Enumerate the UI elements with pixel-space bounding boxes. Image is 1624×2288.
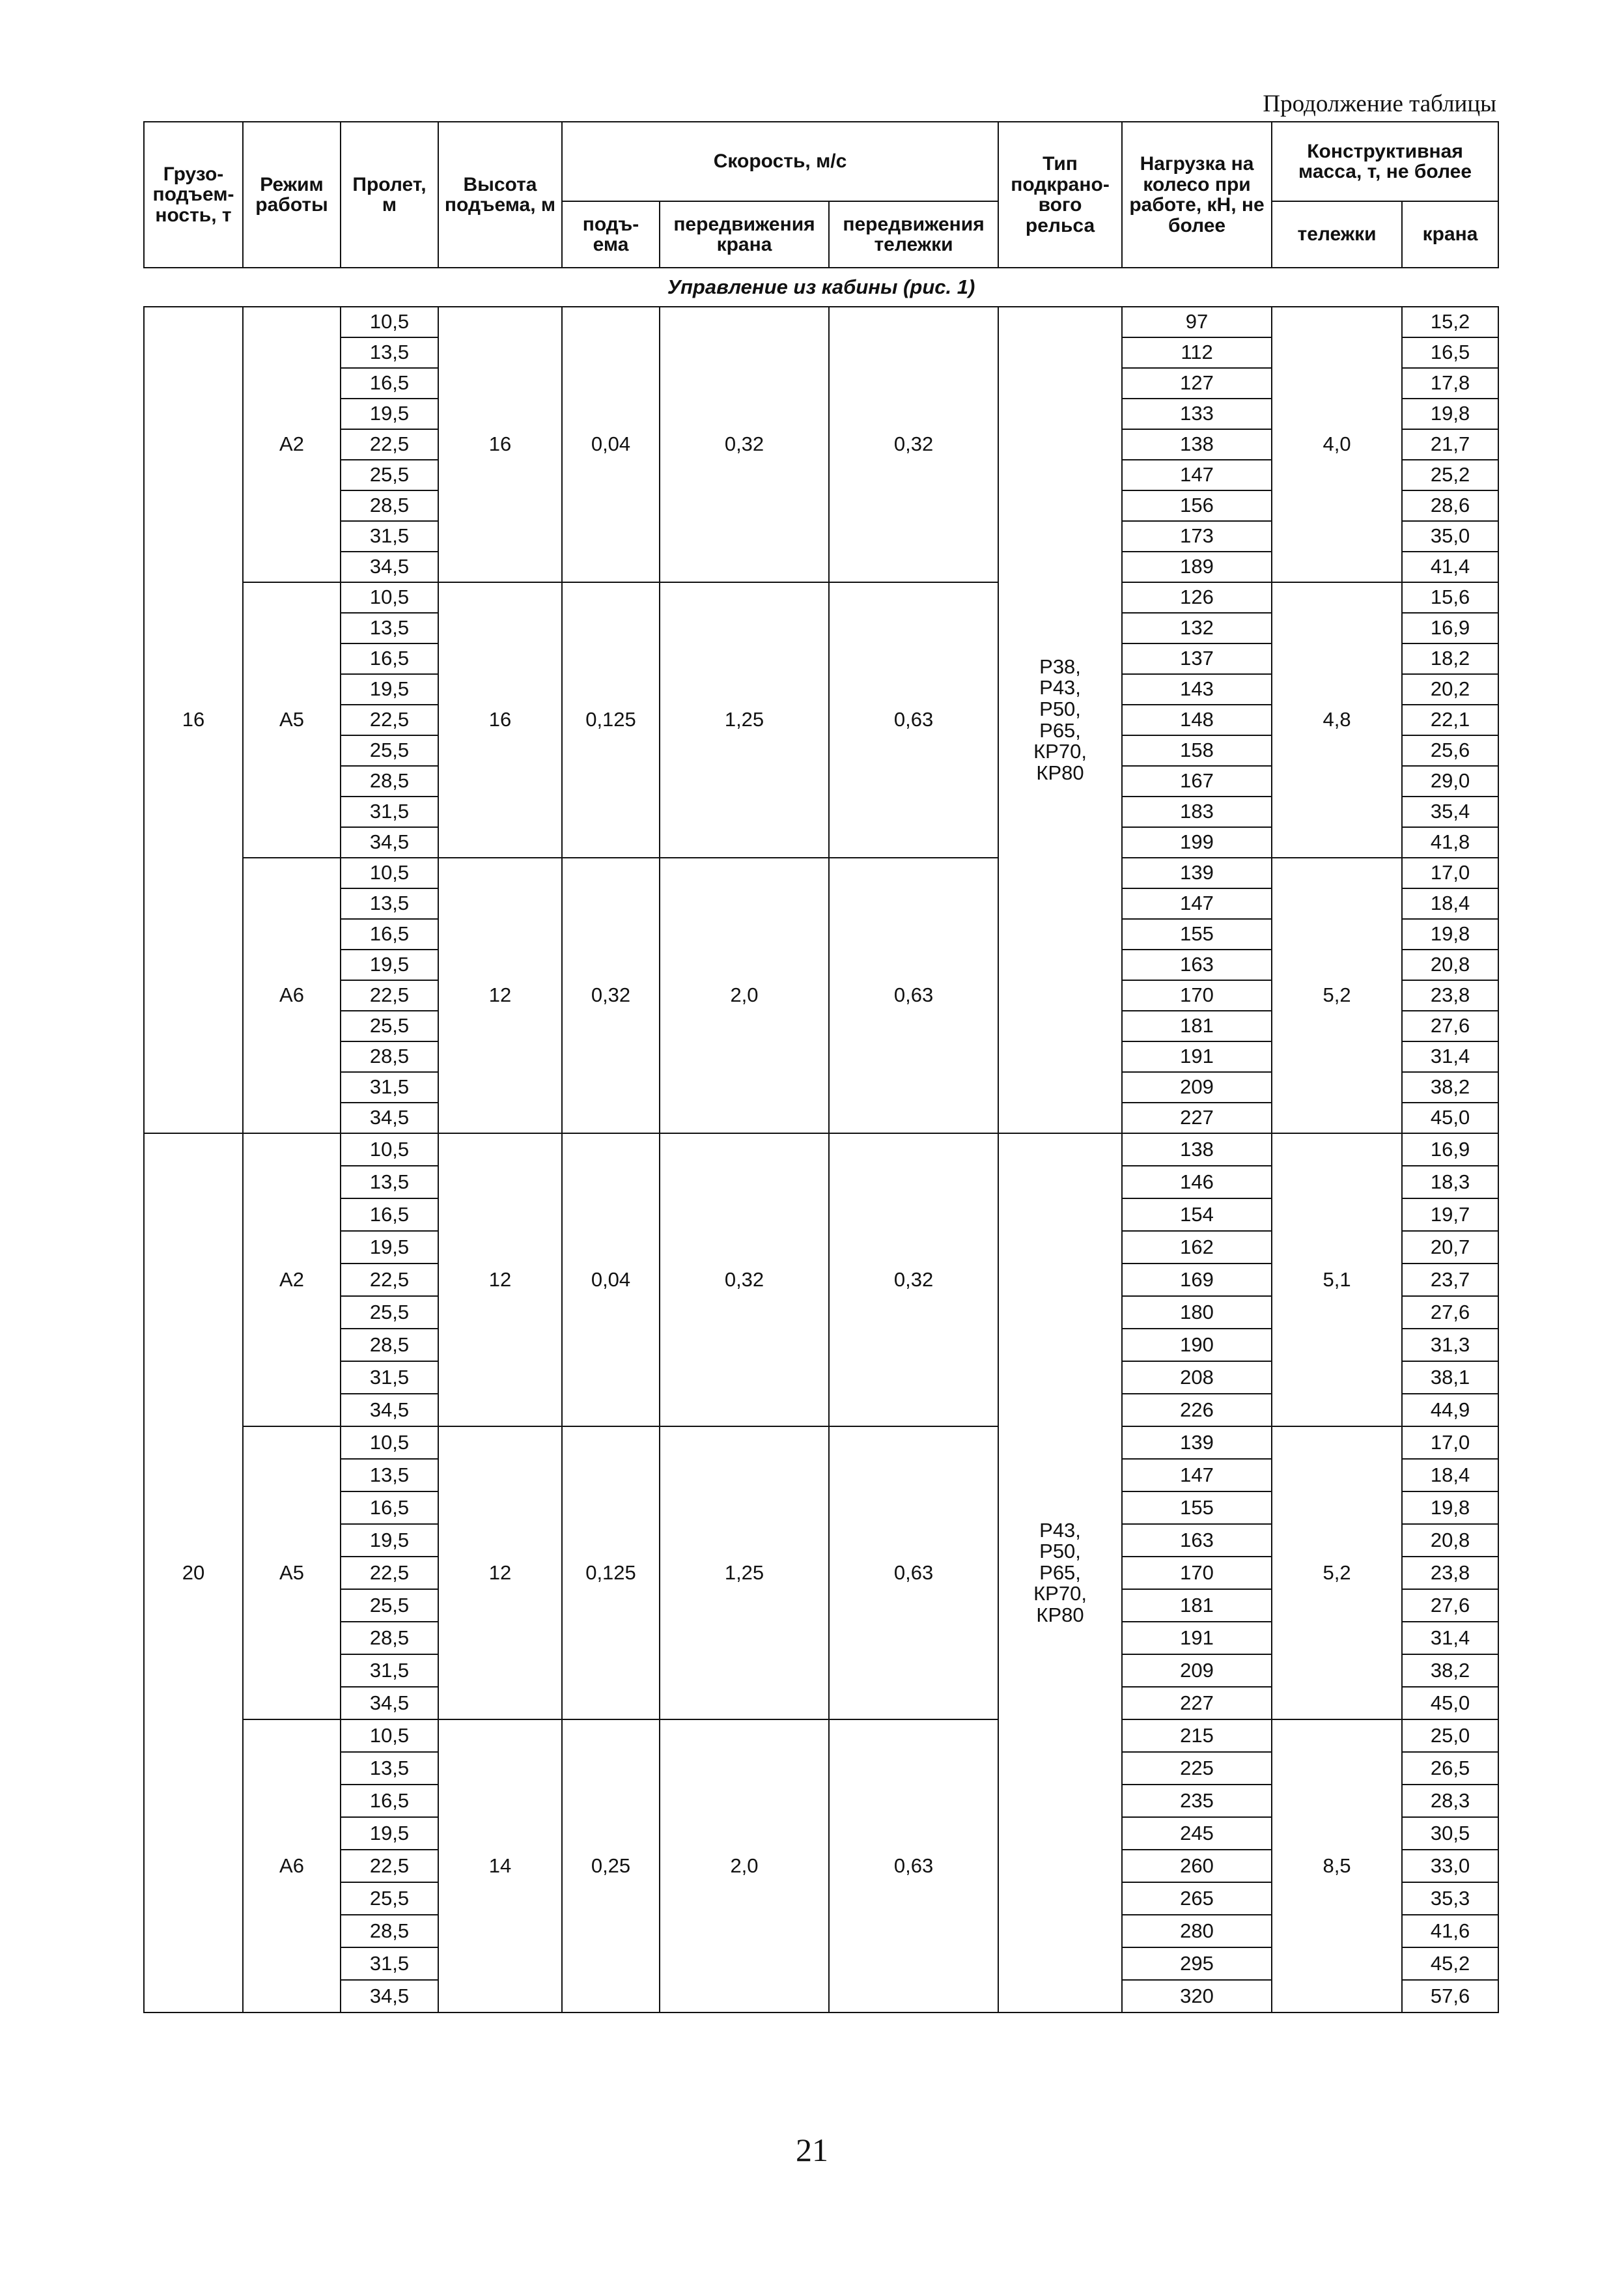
cell-mass-crane: 25,0 [1402, 1719, 1498, 1752]
cell-load: 169 [1122, 1264, 1272, 1296]
cell-span: 25,5 [341, 1011, 438, 1041]
cell-span: 22,5 [341, 705, 438, 735]
cell-mass-crane: 22,1 [1402, 705, 1498, 735]
cell-mass-crane: 45,0 [1402, 1687, 1498, 1719]
cell-mass-crane: 27,6 [1402, 1296, 1498, 1329]
cell-mass-crane: 28,3 [1402, 1785, 1498, 1817]
cell-span: 19,5 [341, 674, 438, 705]
cell-mass-crane: 33,0 [1402, 1850, 1498, 1882]
cell-mass-trolley: 4,0 [1272, 307, 1402, 582]
cell-speed-trolley: 0,32 [829, 307, 998, 582]
cell-mass-crane: 21,7 [1402, 429, 1498, 460]
header-speed-trolley: передвижения тележки [829, 201, 998, 268]
cell-mass-crane: 27,6 [1402, 1589, 1498, 1622]
cell-mode: А5 [243, 582, 341, 858]
cell-load: 173 [1122, 521, 1272, 552]
cell-load: 189 [1122, 552, 1272, 582]
cell-mass-crane: 31,4 [1402, 1622, 1498, 1654]
cell-mass-crane: 19,8 [1402, 399, 1498, 429]
cell-span: 19,5 [341, 1231, 438, 1264]
cell-load: 199 [1122, 827, 1272, 858]
cell-mass-crane: 28,6 [1402, 490, 1498, 521]
cell-mass-crane: 30,5 [1402, 1817, 1498, 1850]
table-row [144, 1426, 1498, 1459]
cell-load: 148 [1122, 705, 1272, 735]
cell-mass-trolley: 4,8 [1272, 582, 1402, 858]
table-row [144, 307, 1498, 337]
cell-span: 22,5 [341, 429, 438, 460]
cell-height: 12 [438, 1426, 562, 1719]
cell-mass-crane: 16,9 [1402, 613, 1498, 643]
cell-span: 28,5 [341, 1329, 438, 1361]
cell-mass-crane: 18,3 [1402, 1166, 1498, 1198]
cell-mass-crane: 45,0 [1402, 1103, 1498, 1133]
cell-mass-crane: 16,9 [1402, 1133, 1498, 1166]
cell-mass-crane: 26,5 [1402, 1752, 1498, 1785]
cell-speed-trolley: 0,63 [829, 1426, 998, 1719]
cell-load: 139 [1122, 858, 1272, 888]
cell-capacity: 16 [144, 307, 243, 1133]
cell-mass-crane: 16,5 [1402, 337, 1498, 368]
cell-span: 19,5 [341, 399, 438, 429]
header-capacity: Грузо-подъем-ность, т [144, 122, 243, 268]
cell-span: 25,5 [341, 1882, 438, 1915]
cell-load: 183 [1122, 797, 1272, 827]
cell-span: 34,5 [341, 1980, 438, 2013]
cell-mass-crane: 31,3 [1402, 1329, 1498, 1361]
cell-speed-trolley: 0,63 [829, 858, 998, 1133]
cell-mass-crane: 41,8 [1402, 827, 1498, 858]
cell-span: 22,5 [341, 1557, 438, 1589]
cell-mass-crane: 23,7 [1402, 1264, 1498, 1296]
cell-load: 137 [1122, 643, 1272, 674]
header-speed: Скорость, м/с [562, 122, 998, 201]
cell-speed-trolley: 0,63 [829, 582, 998, 858]
table-row [144, 858, 1498, 888]
header-mass-trolley: тележки [1272, 201, 1402, 268]
cell-span: 13,5 [341, 888, 438, 919]
cell-load: 209 [1122, 1654, 1272, 1687]
cell-speed-trolley: 0,63 [829, 1719, 998, 2013]
cell-height: 16 [438, 307, 562, 582]
cell-span: 28,5 [341, 1622, 438, 1654]
cell-mass-crane: 38,2 [1402, 1654, 1498, 1687]
cell-load: 295 [1122, 1947, 1272, 1980]
cell-load: 227 [1122, 1103, 1272, 1133]
cell-mass-crane: 20,8 [1402, 950, 1498, 980]
cell-speed-lift: 0,125 [562, 1426, 660, 1719]
cell-height: 16 [438, 582, 562, 858]
cell-load: 215 [1122, 1719, 1272, 1752]
cell-mass-crane: 41,4 [1402, 552, 1498, 582]
cell-load: 154 [1122, 1198, 1272, 1231]
cell-mass-crane: 27,6 [1402, 1011, 1498, 1041]
cell-span: 22,5 [341, 980, 438, 1011]
cell-span: 10,5 [341, 1719, 438, 1752]
cell-mode: А6 [243, 1719, 341, 2013]
cell-load: 138 [1122, 429, 1272, 460]
cell-mass-crane: 20,7 [1402, 1231, 1498, 1264]
cell-span: 25,5 [341, 735, 438, 766]
cell-mass-crane: 17,0 [1402, 858, 1498, 888]
cell-speed-crane: 1,25 [660, 1426, 829, 1719]
cell-mass-trolley: 5,1 [1272, 1133, 1402, 1426]
cell-span: 34,5 [341, 827, 438, 858]
cell-load: 167 [1122, 766, 1272, 797]
cell-span: 28,5 [341, 766, 438, 797]
cell-mode: А2 [243, 1133, 341, 1426]
cell-speed-lift: 0,32 [562, 858, 660, 1133]
header-mass-crane: крана [1402, 201, 1498, 268]
cell-mass-crane: 15,2 [1402, 307, 1498, 337]
cell-speed-lift: 0,04 [562, 307, 660, 582]
cell-span: 16,5 [341, 919, 438, 950]
cell-span: 13,5 [341, 1752, 438, 1785]
section-title: Управление из кабины (рис. 1) [144, 268, 1498, 307]
cell-span: 28,5 [341, 1041, 438, 1072]
cell-speed-lift: 0,125 [562, 582, 660, 858]
cell-mass-trolley: 5,2 [1272, 1426, 1402, 1719]
cell-mass-crane: 15,6 [1402, 582, 1498, 613]
cell-span: 19,5 [341, 1524, 438, 1557]
cell-mass-crane: 25,2 [1402, 460, 1498, 490]
cell-span: 16,5 [341, 643, 438, 674]
table-row [144, 1133, 1498, 1166]
table-row [144, 1719, 1498, 1752]
cell-mass-crane: 35,3 [1402, 1882, 1498, 1915]
cell-mass-crane: 19,8 [1402, 1491, 1498, 1524]
header-span: Пролет, м [341, 122, 438, 268]
cell-span: 28,5 [341, 490, 438, 521]
cell-mass-crane: 23,8 [1402, 1557, 1498, 1589]
continuation-label: Продолжение таблицы [1263, 91, 1496, 117]
cell-span: 13,5 [341, 1459, 438, 1491]
cell-span: 16,5 [341, 1198, 438, 1231]
cell-mass-crane: 18,2 [1402, 643, 1498, 674]
cell-span: 16,5 [341, 1491, 438, 1524]
cell-load: 235 [1122, 1785, 1272, 1817]
header-speed-crane: передвижения крана [660, 201, 829, 268]
cell-span: 19,5 [341, 950, 438, 980]
cell-load: 320 [1122, 1980, 1272, 2013]
cell-capacity: 20 [144, 1133, 243, 2013]
header-speed-lift: подъ-ема [562, 201, 660, 268]
cell-rail: Р38, Р43, Р50, Р65, КР70, КР80 [998, 307, 1122, 1133]
cell-span: 25,5 [341, 1296, 438, 1329]
cell-span: 19,5 [341, 1817, 438, 1850]
crane-spec-table [143, 121, 1499, 2013]
cell-load: 163 [1122, 1524, 1272, 1557]
cell-load: 146 [1122, 1166, 1272, 1198]
cell-load: 225 [1122, 1752, 1272, 1785]
cell-rail: Р43, Р50, Р65, КР70, КР80 [998, 1133, 1122, 2013]
cell-mass-crane: 20,8 [1402, 1524, 1498, 1557]
cell-span: 10,5 [341, 307, 438, 337]
cell-mass-crane: 17,8 [1402, 368, 1498, 399]
cell-speed-crane: 2,0 [660, 1719, 829, 2013]
cell-load: 227 [1122, 1687, 1272, 1719]
cell-speed-crane: 1,25 [660, 582, 829, 858]
cell-mode: А5 [243, 1426, 341, 1719]
cell-mass-crane: 38,1 [1402, 1361, 1498, 1394]
header-load: Нагрузка на колесо при работе, кН, не более [1122, 122, 1272, 268]
cell-load: 170 [1122, 1557, 1272, 1589]
cell-mass-crane: 38,2 [1402, 1072, 1498, 1103]
cell-span: 22,5 [341, 1264, 438, 1296]
cell-span: 31,5 [341, 797, 438, 827]
cell-span: 25,5 [341, 460, 438, 490]
cell-mass-crane: 19,7 [1402, 1198, 1498, 1231]
cell-load: 132 [1122, 613, 1272, 643]
cell-span: 31,5 [341, 521, 438, 552]
cell-mass-crane: 44,9 [1402, 1394, 1498, 1426]
cell-span: 28,5 [341, 1915, 438, 1947]
cell-span: 13,5 [341, 613, 438, 643]
cell-load: 147 [1122, 1459, 1272, 1491]
cell-load: 208 [1122, 1361, 1272, 1394]
cell-span: 31,5 [341, 1361, 438, 1394]
cell-span: 34,5 [341, 1687, 438, 1719]
cell-load: 226 [1122, 1394, 1272, 1426]
table-body [144, 268, 1498, 2013]
cell-load: 156 [1122, 490, 1272, 521]
cell-height: 14 [438, 1719, 562, 2013]
cell-load: 112 [1122, 337, 1272, 368]
cell-span: 31,5 [341, 1072, 438, 1103]
cell-mass-crane: 35,4 [1402, 797, 1498, 827]
cell-load: 181 [1122, 1011, 1272, 1041]
cell-load: 180 [1122, 1296, 1272, 1329]
cell-mass-crane: 20,2 [1402, 674, 1498, 705]
header-mass: Конструктивная масса, т, не более [1272, 122, 1498, 201]
cell-load: 162 [1122, 1231, 1272, 1264]
header-rail: Тип подкрано-вого рельса [998, 122, 1122, 268]
cell-speed-crane: 0,32 [660, 307, 829, 582]
cell-speed-crane: 2,0 [660, 858, 829, 1133]
cell-mass-crane: 35,0 [1402, 521, 1498, 552]
cell-load: 260 [1122, 1850, 1272, 1882]
cell-height: 12 [438, 1133, 562, 1426]
cell-load: 191 [1122, 1041, 1272, 1072]
cell-speed-trolley: 0,32 [829, 1133, 998, 1426]
cell-mass-trolley: 5,2 [1272, 858, 1402, 1133]
cell-span: 34,5 [341, 1103, 438, 1133]
cell-load: 127 [1122, 368, 1272, 399]
cell-span: 25,5 [341, 1589, 438, 1622]
cell-load: 265 [1122, 1882, 1272, 1915]
cell-mass-crane: 19,8 [1402, 919, 1498, 950]
cell-load: 139 [1122, 1426, 1272, 1459]
header-mode: Режим работы [243, 122, 341, 268]
cell-load: 133 [1122, 399, 1272, 429]
cell-mass-crane: 25,6 [1402, 735, 1498, 766]
cell-mass-crane: 23,8 [1402, 980, 1498, 1011]
cell-height: 12 [438, 858, 562, 1133]
cell-mode: А2 [243, 307, 341, 582]
cell-span: 22,5 [341, 1850, 438, 1882]
cell-span: 10,5 [341, 1426, 438, 1459]
cell-mass-crane: 31,4 [1402, 1041, 1498, 1072]
cell-mass-crane: 29,0 [1402, 766, 1498, 797]
cell-mass-crane: 45,2 [1402, 1947, 1498, 1980]
cell-load: 163 [1122, 950, 1272, 980]
cell-mass-crane: 18,4 [1402, 1459, 1498, 1491]
cell-span: 34,5 [341, 552, 438, 582]
cell-load: 191 [1122, 1622, 1272, 1654]
cell-load: 147 [1122, 888, 1272, 919]
cell-span: 13,5 [341, 337, 438, 368]
cell-span: 31,5 [341, 1947, 438, 1980]
cell-span: 13,5 [341, 1166, 438, 1198]
cell-span: 34,5 [341, 1394, 438, 1426]
cell-load: 158 [1122, 735, 1272, 766]
cell-span: 10,5 [341, 1133, 438, 1166]
cell-mass-trolley: 8,5 [1272, 1719, 1402, 2013]
cell-span: 16,5 [341, 1785, 438, 1817]
cell-span: 10,5 [341, 858, 438, 888]
cell-mass-crane: 57,6 [1402, 1980, 1498, 2013]
cell-speed-crane: 0,32 [660, 1133, 829, 1426]
cell-speed-lift: 0,25 [562, 1719, 660, 2013]
cell-mass-crane: 41,6 [1402, 1915, 1498, 1947]
cell-mass-crane: 17,0 [1402, 1426, 1498, 1459]
table-row [144, 582, 1498, 613]
cell-load: 138 [1122, 1133, 1272, 1166]
cell-load: 280 [1122, 1915, 1272, 1947]
cell-load: 209 [1122, 1072, 1272, 1103]
cell-mode: А6 [243, 858, 341, 1133]
cell-span: 16,5 [341, 368, 438, 399]
cell-span: 10,5 [341, 582, 438, 613]
cell-load: 245 [1122, 1817, 1272, 1850]
page-number: 21 [796, 2132, 828, 2168]
table-header [144, 122, 1498, 268]
cell-load: 147 [1122, 460, 1272, 490]
cell-load: 190 [1122, 1329, 1272, 1361]
cell-load: 155 [1122, 919, 1272, 950]
cell-load: 155 [1122, 1491, 1272, 1524]
cell-speed-lift: 0,04 [562, 1133, 660, 1426]
cell-mass-crane: 18,4 [1402, 888, 1498, 919]
cell-load: 97 [1122, 307, 1272, 337]
cell-span: 31,5 [341, 1654, 438, 1687]
header-height: Высота подъема, м [438, 122, 562, 268]
cell-load: 143 [1122, 674, 1272, 705]
cell-load: 181 [1122, 1589, 1272, 1622]
cell-load: 170 [1122, 980, 1272, 1011]
cell-load: 126 [1122, 582, 1272, 613]
